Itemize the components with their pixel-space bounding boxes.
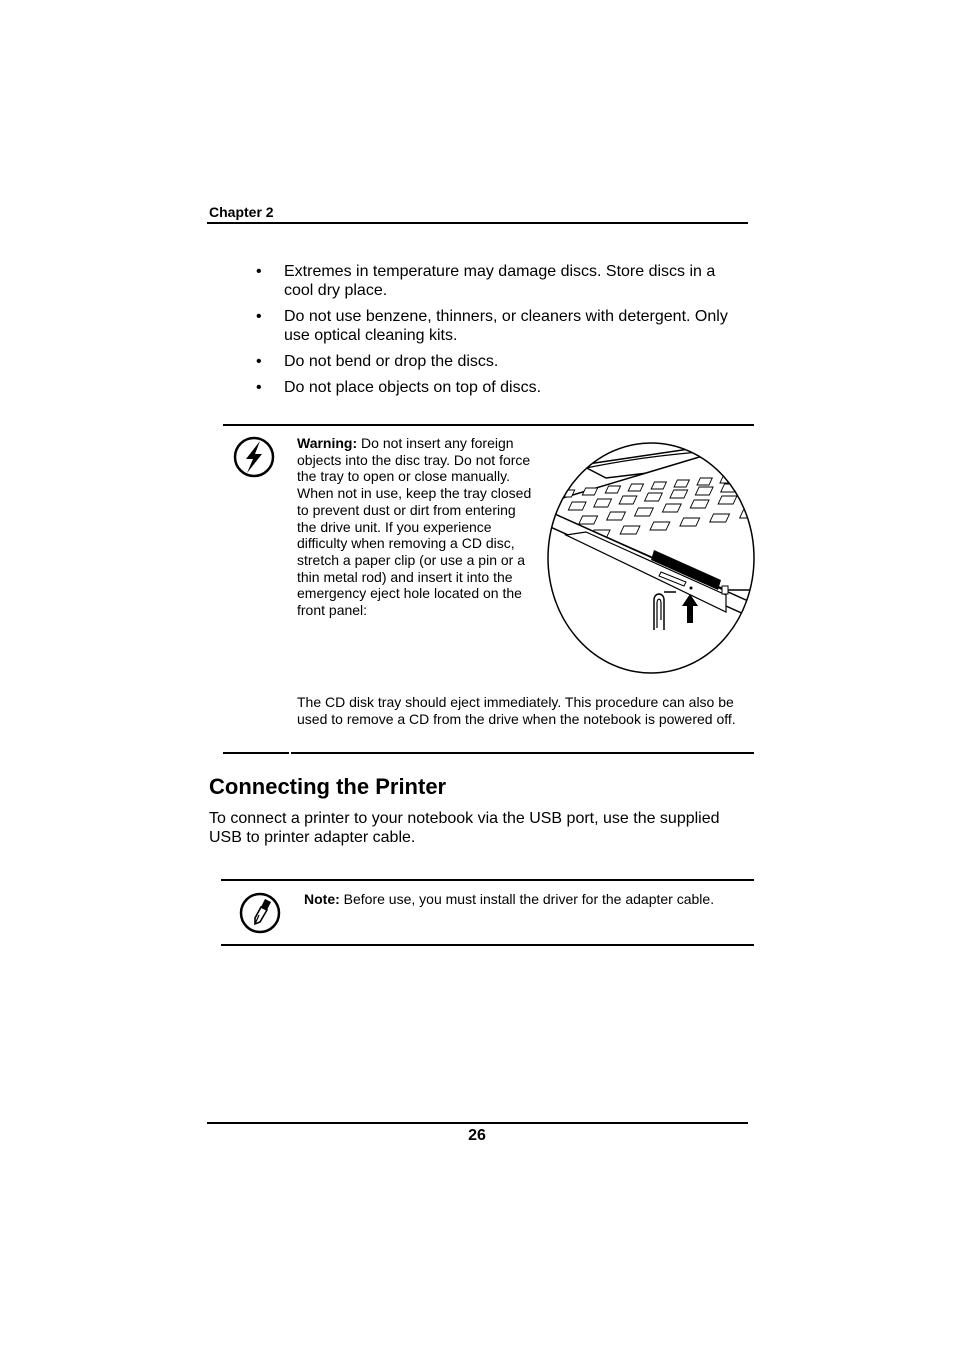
bullet-icon: • <box>256 263 262 280</box>
disc-care-list <box>256 262 736 404</box>
bullet-icon: • <box>256 353 262 370</box>
lightning-warning-icon <box>232 435 276 484</box>
note-bottom-rule <box>221 944 754 946</box>
bullet-icon: • <box>256 379 262 396</box>
bullet-icon: • <box>256 308 262 325</box>
chapter-header: Chapter 2 <box>209 204 274 220</box>
list-item: • Extremes in temperature may damage discs. Store discs in a cool dry place. <box>256 263 716 299</box>
page-number: 26 <box>468 1127 486 1144</box>
list-item: • Do not use benzene, thinners, or cleaners with detergent. Only use optical cleaning kits. <box>256 308 728 344</box>
list-item: • Do not bend or drop the discs. <box>256 353 499 370</box>
header-rule <box>207 222 748 224</box>
note-text: Note: Before use, you must install the driver for the adapter cable. <box>304 891 715 907</box>
note-top-rule <box>221 879 754 881</box>
pen-nib-note-icon <box>238 891 282 940</box>
footer-rule <box>207 1122 748 1124</box>
warning-top-rule <box>223 424 754 426</box>
list-item: • Do not place objects on top of discs. <box>256 379 542 396</box>
eject-illustration <box>546 440 756 680</box>
warning-followup-text: The CD disk tray should eject immediately. This procedure can also be used to remove a CD from the drive when the notebook is powered off. <box>297 694 736 727</box>
warning-bottom-rule-right <box>291 752 754 754</box>
section-paragraph: To connect a printer to your notebook via the USB port, use the supplied USB to printer adapter cable. <box>209 810 720 846</box>
warning-bottom-rule-left <box>223 752 289 754</box>
section-title: Connecting the Printer <box>209 774 447 799</box>
warning-text: Warning: Do not insert any foreign objects into the disc tray. Do not force the tray to open or close manually. When not in use, keep the tray closed to prevent dust or dirt from entering the drive unit. If you experience difficulty when removing a CD disc, stretch a paper clip (or use a pin or a thin metal rod) and insert it into the emergency eject hole located on the front panel: <box>297 435 532 619</box>
